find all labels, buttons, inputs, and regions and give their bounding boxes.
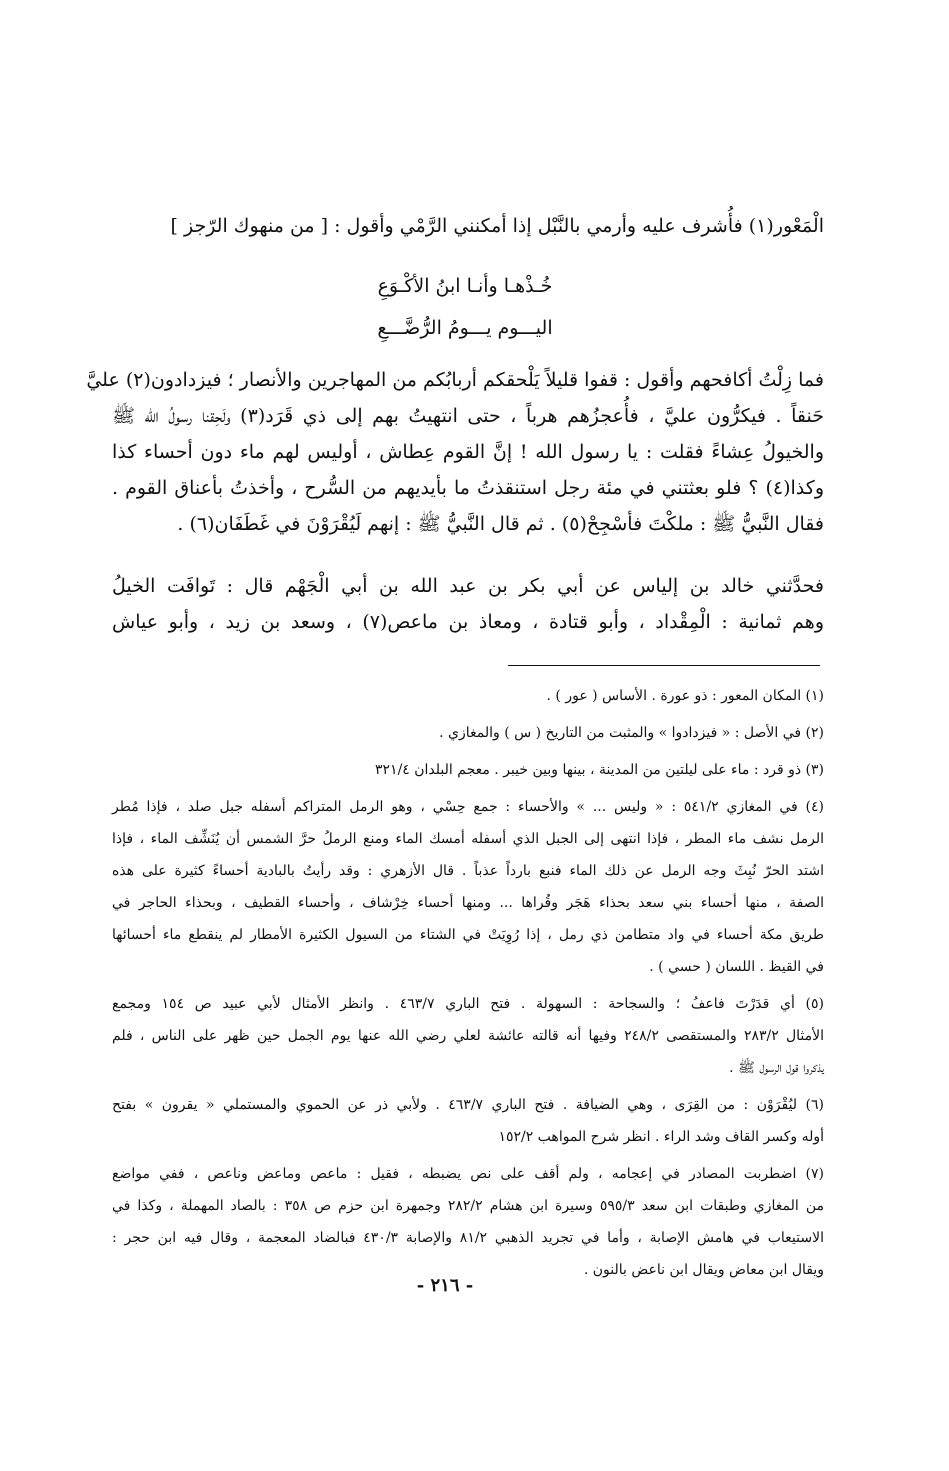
footnote-line: اشتد الحرّ نُبِثَ وجه الرمل عن ذلك الماء فنبع بارداً عذباً . قال الأزهري : وقد رأيتُ بالبادية أحساءً كثيرة على هذه xyxy=(112,863,824,879)
footnote-line: في القيظ . اللسان ( حسي ) . xyxy=(649,959,824,975)
paragraph-battle xyxy=(86,362,824,542)
text-line: وكذا(٤) ؟ فلو بعثتني في مئة رجل استنقذتُ ما بأيديهم من السُّرح ، وأخذتُ بأعناق القوم . xyxy=(112,477,824,499)
text-line: الْمَعْور(١) فأُشرف عليه وأرمي بالنَّبْل إذا أمكنني الرَّمْي وأقول : [ من منهوك الرّجز ] xyxy=(170,215,824,237)
footnote-line: (٥) أي قدَرْتَ فاعفُ ؛ والسجاحة : السهولة . فتح الباري ٤٦٣/٧ . وانظر الأمثال لأبي عبيد ص ١٥٤ ومجمع xyxy=(112,996,825,1012)
footnote-line: الصفة ، منها أحساء بني سعد بحذاء هَجَر وقُراها ... ومنها أحساء خِرْشاف ، وأحساء القطيف ، وبحذاء الحاجر في xyxy=(112,895,824,911)
text-line: فحدَّثني خالد بن إلياس عن أبي بكر بن عبد الله بن أبي الْجَهْم قال : تَوافَت الخيلُ xyxy=(112,575,824,597)
footnote-line: (٧) اضطربت المصادر في إعجامه ، ولم أقف على نص يضبطه ، فقيل : ماعص وماعض وناعص ، ففي مواضع xyxy=(112,1166,824,1182)
footnote-line: (٦) ليُقْرَوْن : من القِرَى ، وهي الضيافة . فتح الباري ٤٦٣/٧ . ولأبي ذر عن الحموي والمستملي « يقرون » بفتح xyxy=(112,1097,824,1113)
text-line: فقال النَّبيُّ ﷺ : ملكْتَ فأسْجِحْ(٥) . ثم قال النَّبيُّ ﷺ : إنهم لَيُقْرَوْنَ في غَطَفَان(٦) . xyxy=(177,513,824,535)
page-number: - ٢١٦ - xyxy=(416,1275,474,1296)
footnote-6 xyxy=(112,1089,824,1153)
footnote-2 xyxy=(112,717,824,749)
footnote-3 xyxy=(112,754,824,786)
footnote-5 xyxy=(112,988,824,1084)
footnote-line: الاستيعاب في هامش الإصابة ، وأما في تجريد الذهبي ٨١/٢ والإصابة ٤٣٠/٣ فبالضاد المعجمة ، وقال فيه ابن حجر : xyxy=(112,1230,824,1246)
paragraph-narration xyxy=(112,568,824,640)
footnote-line: الرمل نشف ماء المطر ، فإذا انتهى إلى الجبل الذي أسفله أمسك الماء ومنع الرملُ حرَّ الشمس أن يُنَشِّف الماء ، فإذا xyxy=(112,831,824,847)
footnote-line: (٢) في الأصل : « فيزدادوا » والمثبت من التاريخ ( س ) والمغازي . xyxy=(439,725,824,741)
footnote-7 xyxy=(112,1158,824,1286)
footnote-line: أوله وكسر القاف وشد الراء . انظر شرح المواهب ١٥٢/٢ xyxy=(498,1129,824,1145)
footnote-line: من المغازي وطبقات ابن سعد ٥٩٥/٣ وسيرة ابن هشام ٢٨٢/٢ وجمهرة ابن حزم ص ٣٥٨ : بالصاد المهملة ، وكذا في xyxy=(112,1198,825,1214)
text-line: والخيولُ عِشاءً فقلت : يا رسول الله ! إنَّ القوم عِطاش ، أوليس لهم ماء دون أحساء كذا xyxy=(112,441,824,463)
footnote-4 xyxy=(112,791,824,983)
text-line: وهم ثمانية : الْمِقْداد ، وأبو قتادة ، ومعاذ بن ماعص(٧) ، وسعد بن زيد ، وأبو عياش xyxy=(112,611,824,633)
verse-line-2: اليـــوم يـــومُ الرُّضَّـــعِ xyxy=(377,317,553,339)
paragraph-intro xyxy=(112,208,824,244)
footnote-1 xyxy=(112,680,824,712)
footnote-line: طريق مكة أحساء في واد متطامن ذي رمل ، إذا رُوِيَتْ في الشتاء من السيول الكثيرة الأمطار لم ينقطع ماء أحسائها xyxy=(112,927,824,943)
footnote-line: الأمثال ٢٨٣/٢ والمستقصى ٢٤٨/٢ وفيها أنه قالته عائشة لعلي رضي الله عنها يوم الجمل حين ظهر على الناس ، فلم xyxy=(112,1028,825,1044)
footnote-line: ويقال ابن معاض ويقال ابن ناعض بالنون . xyxy=(583,1262,824,1278)
footnote-line: (٣) ذو قرد : ماء على ليلتين من المدينة ، بينها وبين خيبر . معجم البلدان ٣٢١/٤ xyxy=(375,762,824,778)
text-line: حَنقاً . فيكرُّون عليَّ ، فأُعجزُهم هرباً ، حتى انتهيتُ بهم إلى ذي قَرَد(٣) ولَحِقنا رسولُ الله ﷺ xyxy=(112,405,824,427)
footnotes xyxy=(112,680,824,1291)
footnote-line: يذكروا قول الرسول ﷺ . xyxy=(729,1060,824,1076)
footnote-divider xyxy=(508,665,820,666)
text-line: فما زِلْتُ أكافحهم وأقول : قفوا قليلاً يَلْحقكم أربابُكم من المهاجرين والأنصار ؛ فيزدادون(٢) عليَّ xyxy=(86,369,824,391)
footnote-line: (١) المكان المعور : ذو عورة . الأساس ( عور ) . xyxy=(546,688,824,704)
verse-line-1: خُـذْهـا وأنـا ابنُ الأكْـوَعِ xyxy=(377,275,553,297)
footnote-line: (٤) في المغازي ٥٤١/٢ : « وليس ... » والأحساء : جمع حِسْي ، وهو الرمل المتراكم أسفله جبل صلد ، فإذا مُطر xyxy=(112,799,824,815)
